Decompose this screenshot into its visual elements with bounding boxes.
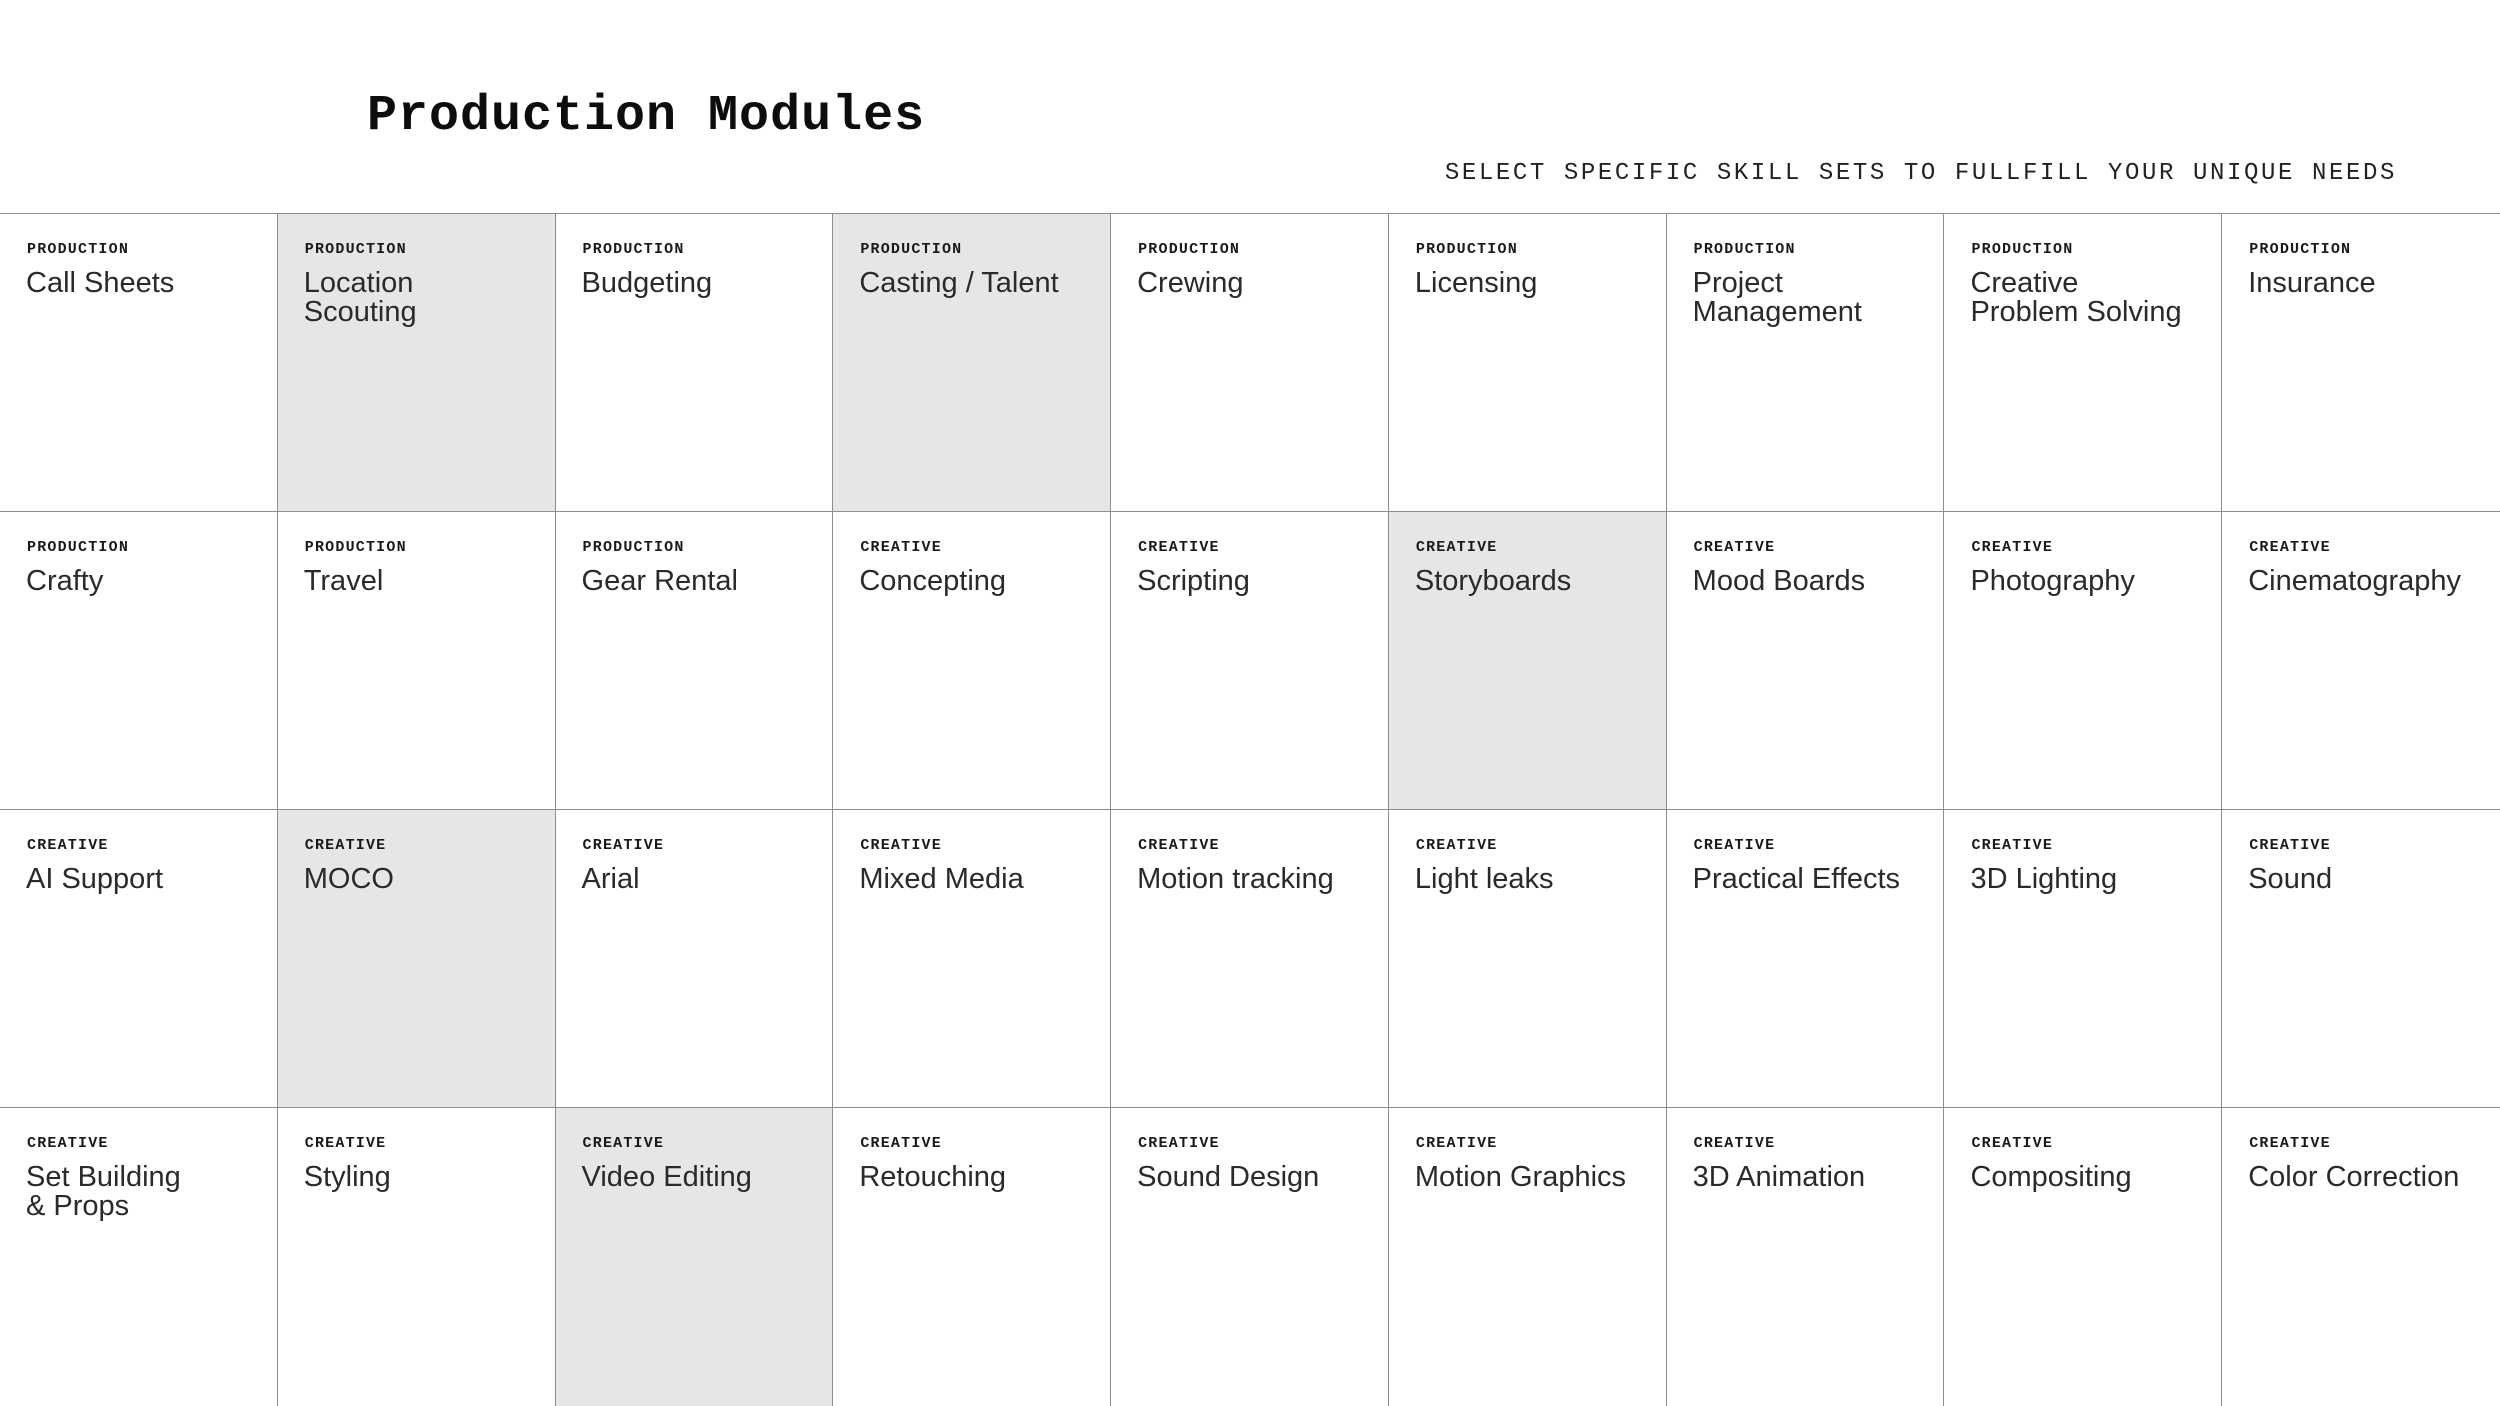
module-category: CREATIVE [1138,539,1220,556]
module-category: PRODUCTION [304,241,407,258]
module-category: CREATIVE [1971,539,2054,556]
module-label: Practical Effects [1692,863,1901,895]
module-category: PRODUCTION [860,241,963,258]
module-category: CREATIVE [304,1135,387,1152]
module-label: Location Scouting [303,267,417,328]
module-grid [0,213,2500,1406]
module-label: Sound [2248,863,2333,895]
module-tile[interactable] [0,214,278,512]
module-tile[interactable] [2222,1108,2500,1406]
module-tile[interactable] [833,214,1111,512]
module-label: Licensing [1414,267,1538,299]
module-tile[interactable] [556,512,834,810]
module-category: PRODUCTION [27,539,130,556]
module-tile[interactable] [1389,1108,1667,1406]
module-tile[interactable] [1111,214,1389,512]
module-label: Motion tracking [1137,863,1334,895]
module-label: Motion Graphics [1414,1161,1627,1193]
module-category: CREATIVE [1138,837,1220,854]
module-label: Video Editing [581,1161,752,1193]
module-tile[interactable] [278,810,556,1108]
module-label: Color Correction [2248,1161,2460,1193]
module-tile[interactable] [833,1108,1111,1406]
module-category: CREATIVE [2249,1135,2331,1152]
module-tile[interactable] [0,512,278,810]
module-tile[interactable] [1389,512,1667,810]
module-label: Set Building & Props [26,1161,181,1222]
module-category: CREATIVE [860,539,942,556]
module-label: Casting / Talent [859,267,1059,299]
module-label: Crewing [1137,267,1244,299]
module-label: Mixed Media [859,863,1024,895]
module-tile[interactable] [1667,214,1945,512]
module-category: CREATIVE [860,1135,942,1152]
module-label: Light leaks [1414,863,1554,895]
module-category: PRODUCTION [304,539,407,556]
module-label: Mood Boards [1692,565,1866,597]
module-tile[interactable] [1944,214,2222,512]
module-tile[interactable] [1667,512,1945,810]
module-category: CREATIVE [304,837,387,854]
module-tile[interactable] [1944,512,2222,810]
module-label: Project Management [1692,267,1862,328]
module-category: CREATIVE [1415,837,1498,854]
module-tile[interactable] [1667,810,1945,1108]
module-label: Scripting [1137,565,1250,597]
module-label: Retouching [859,1161,1007,1193]
module-label: Call Sheets [26,267,175,299]
module-category: CREATIVE [1971,1135,2054,1152]
module-label: Crafty [26,565,104,597]
module-tile[interactable] [0,810,278,1108]
module-category: CREATIVE [1415,539,1498,556]
module-label: Compositing [1970,1161,2132,1193]
module-category: CREATIVE [27,837,109,854]
module-label: Travel [303,565,384,597]
module-category: PRODUCTION [1693,241,1796,258]
module-label: Concepting [859,565,1007,597]
module-tile[interactable] [556,1108,834,1406]
module-category: PRODUCTION [2249,241,2352,258]
module-category: CREATIVE [1693,837,1776,854]
module-label: Sound Design [1137,1161,1320,1193]
module-tile[interactable] [556,810,834,1108]
module-category: PRODUCTION [582,539,685,556]
module-label: Insurance [2248,267,2376,299]
module-label: AI Support [26,863,164,895]
module-label: 3D Animation [1692,1161,1866,1193]
module-category: CREATIVE [1138,1135,1220,1152]
module-category: PRODUCTION [1415,241,1518,258]
module-tile[interactable] [833,512,1111,810]
module-label: Cinematography [2248,565,2462,597]
module-category: PRODUCTION [1971,241,2074,258]
module-tile[interactable] [278,1108,556,1406]
module-tile[interactable] [1389,810,1667,1108]
module-category: CREATIVE [2249,539,2331,556]
module-tile[interactable] [1944,810,2222,1108]
module-tile[interactable] [2222,512,2500,810]
module-tile[interactable] [0,1108,278,1406]
module-label: Photography [1970,565,2135,597]
module-category: CREATIVE [1693,539,1776,556]
module-category: CREATIVE [2249,837,2331,854]
module-tile[interactable] [1389,214,1667,512]
module-label: Styling [303,1161,391,1193]
module-label: Budgeting [581,267,713,299]
module-tile[interactable] [1111,512,1389,810]
module-tile[interactable] [278,214,556,512]
module-category: CREATIVE [1971,837,2054,854]
module-tile[interactable] [833,810,1111,1108]
module-tile[interactable] [1944,1108,2222,1406]
module-category: CREATIVE [1693,1135,1776,1152]
module-category: PRODUCTION [27,241,130,258]
module-label: MOCO [303,863,394,895]
module-category: PRODUCTION [1138,241,1241,258]
module-category: CREATIVE [1415,1135,1498,1152]
module-label: Arial [581,863,640,895]
module-tile[interactable] [278,512,556,810]
module-label: 3D Lighting [1970,863,2118,895]
module-label: Storyboards [1414,565,1572,597]
module-tile[interactable] [556,214,834,512]
module-tile[interactable] [2222,214,2500,512]
module-tile[interactable] [1111,1108,1389,1406]
module-category: CREATIVE [27,1135,109,1152]
page-subtitle: SELECT SPECIFIC SKILL SETS TO FULLFILL YOUR UNIQUE NEEDS [1444,160,2397,187]
module-tile[interactable] [1111,810,1389,1108]
module-label: Creative Problem Solving [1970,267,2182,328]
module-label: Gear Rental [581,565,738,597]
module-category: PRODUCTION [582,241,685,258]
page-title: Production Modules [367,88,926,145]
module-tile[interactable] [1667,1108,1945,1406]
module-tile[interactable] [2222,810,2500,1108]
module-category: CREATIVE [582,837,665,854]
module-category: CREATIVE [582,1135,665,1152]
module-category: CREATIVE [860,837,942,854]
